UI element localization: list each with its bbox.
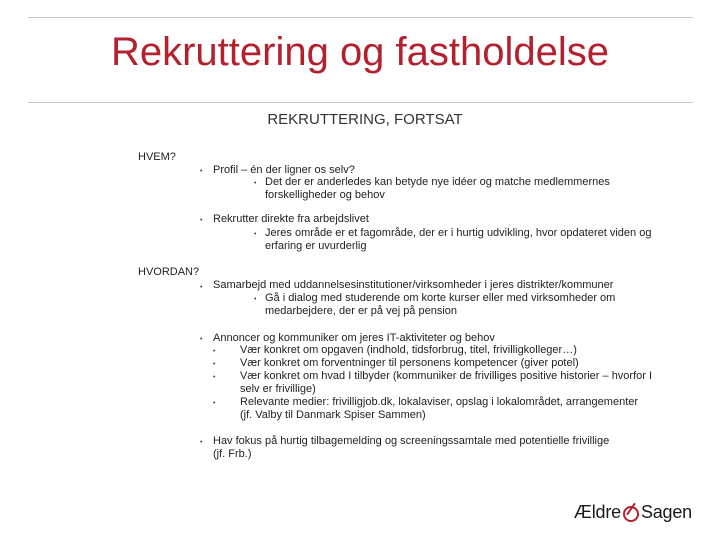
sub-bullet: • — [213, 348, 216, 355]
aeldre-sagen-logo — [574, 502, 692, 523]
hvordan-item-2: Annoncer og kommuniker om jeres IT-aktiviteter og behov — [213, 332, 495, 344]
hvordan-item-3-line2: (jf. Frb.) — [213, 448, 252, 460]
hvordan-item-2-sub-4-line1: Relevante medier: frivilligjob.dk, lokalaviser, opslag i lokalområdet, arrangementer — [240, 396, 639, 408]
title-divider — [28, 102, 693, 103]
bullet: • — [200, 336, 203, 343]
hvem-label: HVEM? — [138, 151, 176, 163]
top-divider — [28, 17, 693, 18]
sub-bullet: • — [213, 374, 216, 381]
bullet: • — [200, 439, 203, 446]
hvordan-item-2-sub-3-line1: Vær konkret om hvad I tilbyder (kommuniker de frivilliges positive historier – hvorfor I — [240, 370, 653, 382]
logo-text-part1: Ældre — [573, 502, 621, 522]
hvem-item-2-sub-line2: erfaring er uvurderlig — [265, 240, 367, 252]
section-subtitle: REKRUTTERING, FORTSAT — [267, 111, 463, 128]
hvordan-item-2-sub-1: Vær konkret om opgaven (indhold, tidsforbrug, titel, frivilligkolleger…) — [240, 344, 577, 356]
sub-bullet: • — [254, 231, 257, 238]
hvordan-item-2-sub-2: Vær konkret om forventninger til personens kompetencer (giver potel) — [240, 357, 579, 369]
sub-bullet: • — [254, 180, 257, 187]
hvordan-label: HVORDAN? — [138, 266, 200, 278]
sub-bullet: • — [213, 361, 216, 368]
bullet: • — [200, 217, 203, 224]
hvordan-item-2-sub-3-line2: selv er frivillige) — [240, 383, 316, 395]
hvem-item-1-sub-line2: forskelligheder og behov — [265, 189, 385, 201]
hvordan-item-1: Samarbejd med uddannelsesinstitutioner/virksomheder i jeres distrikter/kommuner — [213, 279, 614, 291]
hvordan-item-2-sub-4-line2: (jf. Valby til Danmark Spiser Sammen) — [240, 409, 426, 421]
hvem-item-2: Rekrutter direkte fra arbejdslivet — [213, 213, 369, 225]
page-title: Rekruttering og fastholdelse — [110, 30, 610, 74]
hvordan-item-1-sub-line1: Gå i dialog med studerende om korte kurser eller med virksomheder om — [265, 292, 616, 304]
hvem-item-2-sub-line1: Jeres område er et fagområde, der er i hurtig udvikling, hvor opdateret viden og — [265, 227, 652, 239]
bullet: • — [200, 168, 203, 175]
logo-text-part2: Sagen — [640, 502, 692, 522]
logo-mark-icon — [623, 506, 639, 522]
bullet: • — [200, 284, 203, 291]
hvordan-item-3-line1: Hav fokus på hurtig tilbagemelding og screeningssamtale med potentielle frivillige — [213, 435, 610, 447]
sub-bullet: • — [213, 400, 216, 407]
hvordan-item-1-sub-line2: medarbejdere, der er på vej på pension — [265, 305, 458, 317]
hvem-item-1: Profil – én der ligner os selv? — [213, 164, 355, 176]
hvem-item-1-sub-line1: Det der er anderledes kan betyde nye idéer og matche medlemmernes — [265, 176, 610, 188]
sub-bullet: • — [254, 296, 257, 303]
